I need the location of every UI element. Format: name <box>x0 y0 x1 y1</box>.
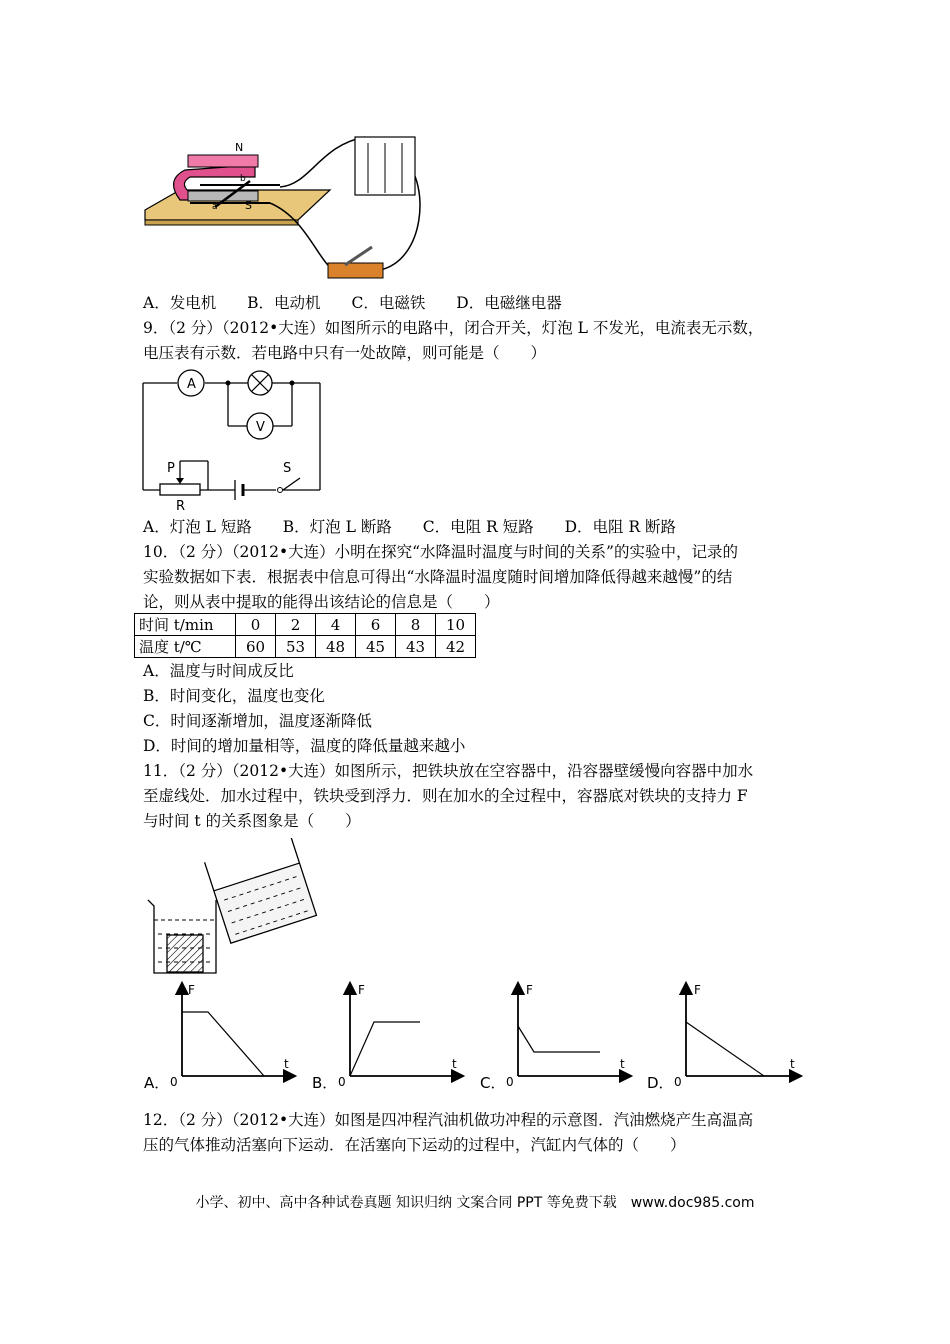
q9-options <box>143 517 702 537</box>
q9-option-d[interactable]: D．电阻 R 断路 <box>564 518 677 536</box>
table-cell: 48 <box>316 636 356 658</box>
axis-label-f: F <box>526 983 533 997</box>
q10-option-c[interactable]: C．时间逐渐增加，温度逐渐降低 <box>143 712 372 730</box>
label-p: P <box>167 461 175 476</box>
q10-stem-line1: 10．（2 分）（2012•大连）小明在探究“水降温时温度与时间的关系”的实验中，记录的 <box>143 543 738 561</box>
page-footer: 小学、初中、高中各种试卷真题 知识归纳 文案合同 PPT 等免费下载 www.doc985.com <box>195 1195 755 1211</box>
table-row <box>135 636 476 658</box>
q9-option-b[interactable]: B．灯泡 L 断路 <box>282 518 392 536</box>
table-cell: 6 <box>356 614 396 636</box>
q8-options <box>143 293 588 313</box>
table-cell: 43 <box>396 636 436 658</box>
table-cell: 8 <box>396 614 436 636</box>
q8-apparatus-figure <box>140 125 440 285</box>
axis-origin: 0 <box>170 1075 178 1089</box>
label-a-meter: A <box>187 377 196 392</box>
q11-stem-line2: 至虚线处．加水过程中，铁块受到浮力．则在加水的全过程中，容器底对铁块的支持力 F <box>143 787 748 805</box>
q10-stem-line3: 论，则从表中提取的能得出该结论的信息是（ ） <box>143 593 500 611</box>
q10-stem-line2: 实验数据如下表．根据表中信息可得出“水降温时温度随时间增加降低得越来越慢”的结 <box>143 568 733 586</box>
label-v-meter: V <box>256 420 265 435</box>
axis-label-f: F <box>188 983 195 997</box>
table-row <box>135 614 476 636</box>
q11-stem-line1: 11．（2 分）（2012•大连）如图所示，把铁块放在空容器中，沿容器壁缓慢向容器中加水 <box>143 762 754 780</box>
q11-graph-options <box>140 980 820 1090</box>
option-letter-b: B． <box>312 1074 338 1090</box>
table-cell: 53 <box>276 636 316 658</box>
q10-option-d[interactable]: D．时间的增加量相等，温度的降低量越来越小 <box>143 737 466 755</box>
axis-label-f: F <box>358 983 365 997</box>
q9-circuit-diagram <box>140 368 325 513</box>
table-header-time: 时间 t/min <box>135 614 236 636</box>
q9-stem-line1: 9．（2 分）（2012•大连）如图所示的电路中，闭合开关，灯泡 L 不发光，电流表无示数， <box>143 319 764 337</box>
label-b: b <box>240 174 246 184</box>
graph-c[interactable] <box>480 983 626 1090</box>
q8-option-c[interactable]: C．电磁铁 <box>351 294 426 312</box>
axis-label-f: F <box>694 983 701 997</box>
q8-option-b[interactable]: B．电动机 <box>247 294 321 312</box>
q8-option-a[interactable]: A．发电机 <box>143 294 217 312</box>
q11-beaker-figure <box>140 838 325 978</box>
rheostat-icon <box>160 484 200 495</box>
graph-b[interactable] <box>312 983 458 1090</box>
option-letter-a: A． <box>144 1074 170 1090</box>
iron-block-icon <box>167 935 203 972</box>
label-a: a <box>212 202 218 212</box>
table-cell: 2 <box>276 614 316 636</box>
axis-label-t: t <box>284 1057 289 1071</box>
axis-label-t: t <box>790 1057 795 1071</box>
option-letter-d: D． <box>647 1074 674 1090</box>
q10-data-table <box>134 613 476 658</box>
q12-stem-line2: 压的气体推动活塞向下运动．在活塞向下运动的过程中，汽缸内气体的（ ） <box>143 1136 686 1154</box>
table-cell: 10 <box>436 614 476 636</box>
table-cell: 45 <box>356 636 396 658</box>
table-cell: 0 <box>236 614 276 636</box>
q11-stem-line3: 与时间 t 的关系图象是（ ） <box>143 812 361 830</box>
table-cell: 4 <box>316 614 356 636</box>
table-cell: 42 <box>436 636 476 658</box>
axis-origin: 0 <box>674 1075 682 1089</box>
q8-option-d[interactable]: D．电磁继电器 <box>456 294 562 312</box>
axis-label-t: t <box>620 1057 625 1071</box>
q9-stem-line2: 电压表有示数．若电路中只有一处故障，则可能是（ ） <box>143 344 547 362</box>
q10-option-a[interactable]: A．温度与时间成反比 <box>143 662 294 680</box>
axis-origin: 0 <box>506 1075 514 1089</box>
graph-d[interactable] <box>647 983 796 1090</box>
label-s: S <box>245 199 252 212</box>
q9-option-c[interactable]: C．电阻 R 短路 <box>422 518 534 536</box>
axis-label-t: t <box>452 1057 457 1071</box>
label-n: N <box>235 141 244 154</box>
q10-option-b[interactable]: B．时间变化，温度也变化 <box>143 687 325 705</box>
option-letter-c: C． <box>480 1074 506 1090</box>
table-cell: 60 <box>236 636 276 658</box>
axis-origin: 0 <box>338 1075 346 1089</box>
label-r: R <box>176 499 186 513</box>
q12-stem-line1: 12．（2 分）（2012•大连）如图是四冲程汽油机做功冲程的示意图．汽油燃烧产生高温高 <box>143 1111 754 1129</box>
q9-option-a[interactable]: A．灯泡 L 短路 <box>143 518 252 536</box>
graph-a[interactable] <box>144 983 290 1090</box>
label-switch: S <box>283 461 292 476</box>
table-header-temp: 温度 t/℃ <box>135 636 236 658</box>
